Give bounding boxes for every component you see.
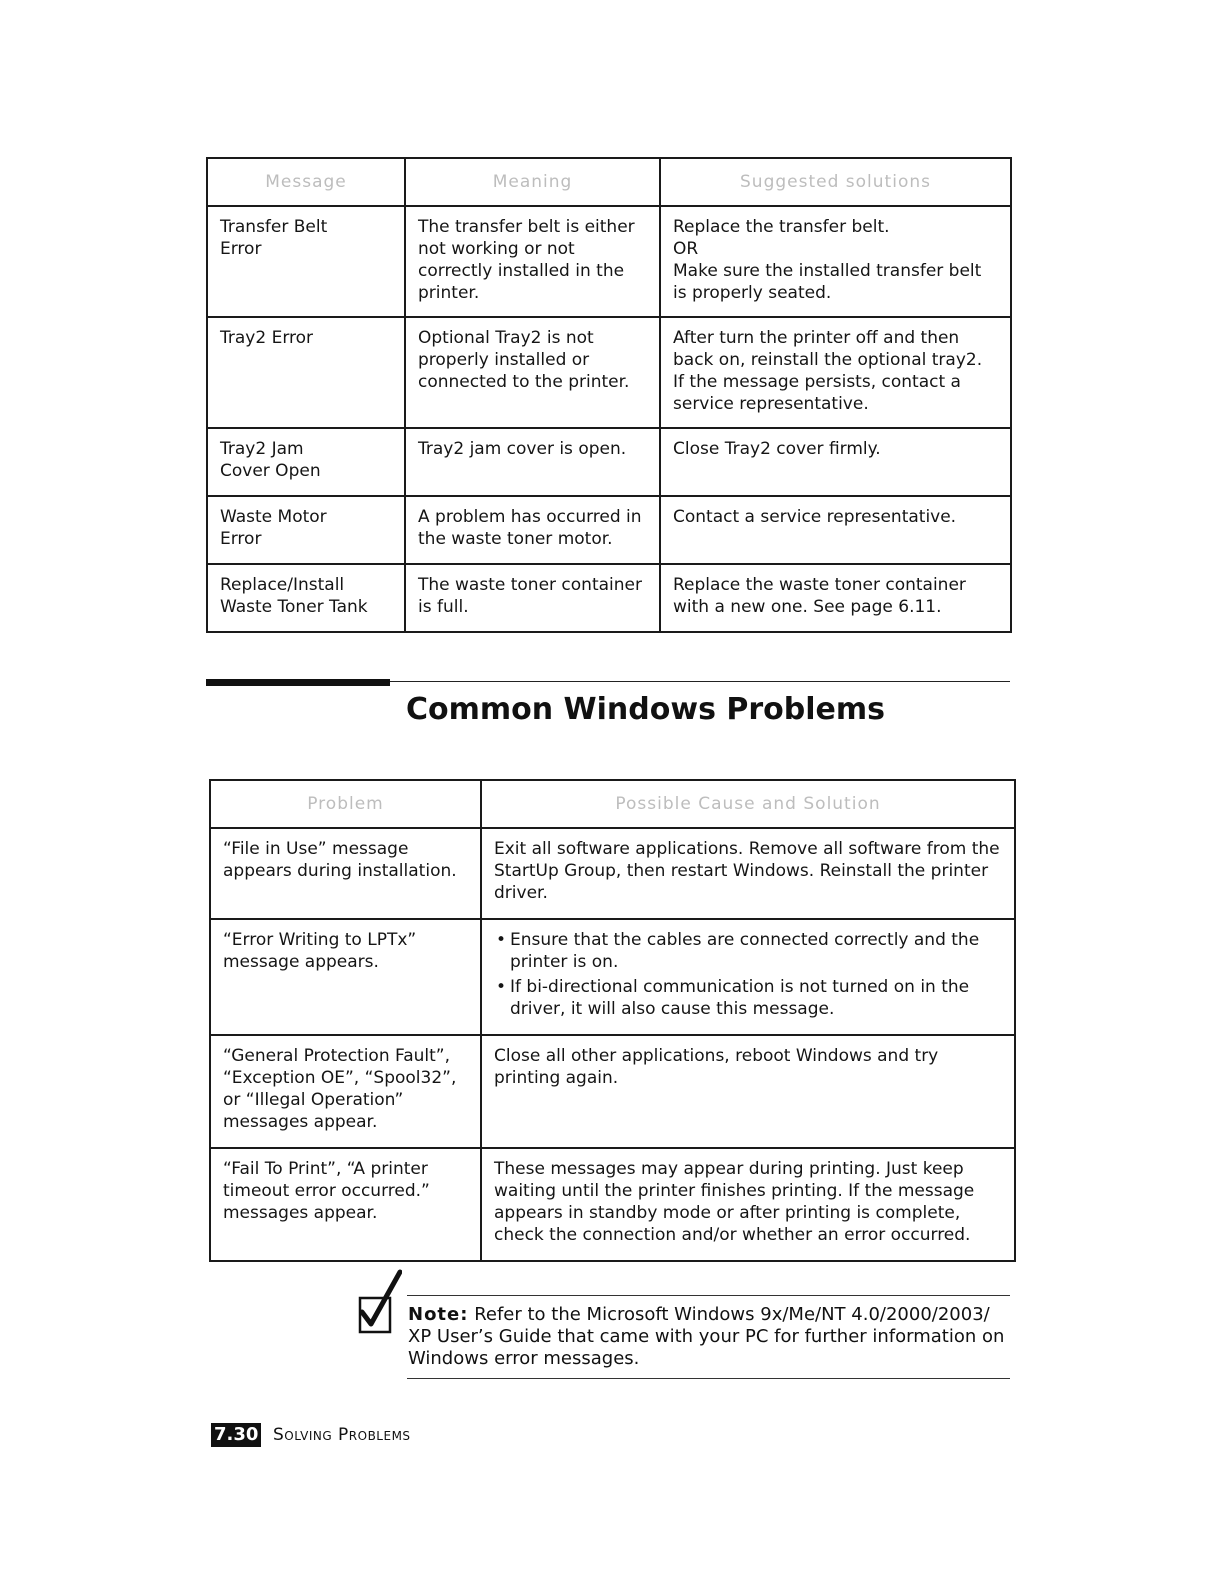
cell-line: messages appear. bbox=[223, 1203, 378, 1223]
cell-line: Transfer Belt bbox=[220, 217, 328, 237]
note-text bbox=[408, 1304, 1010, 1370]
cell-line: waiting until the printer finishes printing. If the message bbox=[494, 1181, 975, 1201]
cell-line: Contact a service representative. bbox=[673, 507, 957, 527]
cell-line: “Error Writing to LPTx” bbox=[223, 930, 417, 950]
cell-line: Waste Toner Tank bbox=[220, 597, 368, 617]
cell-line: appears during installation. bbox=[223, 861, 457, 881]
cell-line: Close all other applications, reboot Windows and try bbox=[494, 1046, 939, 1066]
table-row bbox=[207, 206, 1011, 317]
cell-line: printer is on. bbox=[510, 952, 619, 972]
cell-line: These messages may appear during printing. Just keep bbox=[494, 1159, 964, 1179]
table-header-row bbox=[207, 158, 1011, 206]
solution-cell bbox=[660, 317, 1011, 428]
windows-problems-table bbox=[209, 779, 1016, 1262]
table-row bbox=[210, 828, 1015, 919]
solution-cell bbox=[481, 1035, 1015, 1148]
list-item bbox=[510, 976, 1002, 1020]
cell-line: Tray2 jam cover is open. bbox=[418, 439, 627, 459]
cell-line: appears in standby mode or after printing is complete, bbox=[494, 1203, 961, 1223]
section-divider-accent bbox=[206, 679, 390, 686]
bullet-list bbox=[494, 929, 1002, 1020]
message-cell bbox=[207, 206, 405, 317]
page-number: 7.30 bbox=[211, 1423, 261, 1447]
cell-line: Error bbox=[220, 529, 262, 549]
cell-line: “Fail To Print”, “A printer bbox=[223, 1159, 428, 1179]
cell-line: StartUp Group, then restart Windows. Reinstall the printer bbox=[494, 861, 989, 881]
cell-line: Replace the waste toner container bbox=[673, 575, 966, 595]
header-suggested-solutions: Suggested solutions bbox=[660, 158, 1011, 206]
cell-line: Make sure the installed transfer belt bbox=[673, 261, 982, 281]
solution-cell bbox=[481, 828, 1015, 919]
cell-line: driver, it will also cause this message. bbox=[510, 999, 835, 1019]
cell-line: message appears. bbox=[223, 952, 379, 972]
cell-line: connected to the printer. bbox=[418, 372, 630, 392]
message-cell bbox=[207, 564, 405, 632]
table-row bbox=[210, 1148, 1015, 1261]
table-row bbox=[210, 1035, 1015, 1148]
meaning-cell bbox=[405, 317, 660, 428]
problem-cell bbox=[210, 919, 481, 1035]
note-line: Refer to the Microsoft Windows 9x/Me/NT 4.0/2000/2003/ bbox=[474, 1304, 990, 1325]
table-row bbox=[210, 919, 1015, 1035]
cell-line: Tray2 Error bbox=[220, 328, 314, 348]
solution-cell bbox=[660, 564, 1011, 632]
cell-line: printing again. bbox=[494, 1068, 619, 1088]
cell-line: • Ensure that the cables are connected correctly and the bbox=[510, 930, 980, 950]
cell-line: Error bbox=[220, 239, 262, 259]
header-message: Message bbox=[207, 158, 405, 206]
cell-line: • If bi-directional communication is not turned on in the bbox=[510, 977, 970, 997]
cell-line: messages appear. bbox=[223, 1112, 378, 1132]
footer-section-title: Solving Problems bbox=[273, 1425, 411, 1445]
cell-line: back on, reinstall the optional tray2. bbox=[673, 350, 983, 370]
cell-line: not working or not bbox=[418, 239, 575, 259]
header-possible-cause: Possible Cause and Solution bbox=[481, 780, 1015, 828]
cell-line: is properly seated. bbox=[673, 283, 832, 303]
note-line: Windows error messages. bbox=[408, 1348, 640, 1369]
note-rule-bottom bbox=[407, 1378, 1010, 1379]
cell-line: After turn the printer off and then bbox=[673, 328, 960, 348]
meaning-cell bbox=[405, 496, 660, 564]
meaning-cell bbox=[405, 564, 660, 632]
cell-line: Replace the transfer belt. bbox=[673, 217, 890, 237]
note-label: Note: bbox=[408, 1304, 469, 1325]
list-item bbox=[510, 929, 1002, 973]
cell-line: Exit all software applications. Remove all software from the bbox=[494, 839, 1000, 859]
cell-line: OR bbox=[673, 239, 699, 259]
solution-cell bbox=[660, 428, 1011, 496]
table-row bbox=[207, 428, 1011, 496]
note-line: XP User’s Guide that came with your PC for further information on bbox=[408, 1326, 1005, 1347]
problem-cell bbox=[210, 1035, 481, 1148]
meaning-cell bbox=[405, 206, 660, 317]
table-row bbox=[207, 564, 1011, 632]
cell-line: timeout error occurred.” bbox=[223, 1181, 430, 1201]
cell-line: the waste toner motor. bbox=[418, 529, 613, 549]
printer-messages-table bbox=[206, 157, 1012, 633]
cell-line: correctly installed in the bbox=[418, 261, 625, 281]
cell-line: properly installed or bbox=[418, 350, 590, 370]
message-cell bbox=[207, 496, 405, 564]
cell-line: “Exception OE”, “Spool32”, bbox=[223, 1068, 457, 1088]
cell-line: is full. bbox=[418, 597, 469, 617]
table-header-row bbox=[210, 780, 1015, 828]
cell-line: “File in Use” message bbox=[223, 839, 409, 859]
cell-line: printer. bbox=[418, 283, 480, 303]
checkmark-note-icon bbox=[356, 1268, 402, 1336]
message-cell bbox=[207, 428, 405, 496]
header-problem: Problem bbox=[210, 780, 481, 828]
header-meaning: Meaning bbox=[405, 158, 660, 206]
cell-line: or “Illegal Operation” bbox=[223, 1090, 404, 1110]
cell-line: “General Protection Fault”, bbox=[223, 1046, 451, 1066]
cell-line: If the message persists, contact a bbox=[673, 372, 961, 392]
problem-cell bbox=[210, 1148, 481, 1261]
solution-cell bbox=[481, 919, 1015, 1035]
cell-line: driver. bbox=[494, 883, 548, 903]
section-title: Common Windows Problems bbox=[406, 692, 886, 727]
meaning-cell bbox=[405, 428, 660, 496]
note-rule-top bbox=[407, 1295, 1010, 1296]
cell-line: Waste Motor bbox=[220, 507, 327, 527]
cell-line: with a new one. See page 6.11. bbox=[673, 597, 942, 617]
cell-line: Close Tray2 cover firmly. bbox=[673, 439, 881, 459]
message-cell bbox=[207, 317, 405, 428]
solution-cell bbox=[660, 496, 1011, 564]
cell-line: Replace/Install bbox=[220, 575, 345, 595]
problem-cell bbox=[210, 828, 481, 919]
table-row bbox=[207, 496, 1011, 564]
cell-line: The waste toner container bbox=[418, 575, 642, 595]
solution-cell bbox=[660, 206, 1011, 317]
solution-cell bbox=[481, 1148, 1015, 1261]
cell-line: check the connection and/or whether an error occurred. bbox=[494, 1225, 971, 1245]
cell-line: Optional Tray2 is not bbox=[418, 328, 594, 348]
cell-line: A problem has occurred in bbox=[418, 507, 642, 527]
cell-line: Tray2 Jam bbox=[220, 439, 304, 459]
cell-line: service representative. bbox=[673, 394, 869, 414]
table-row bbox=[207, 317, 1011, 428]
cell-line: The transfer belt is either bbox=[418, 217, 635, 237]
cell-line: Cover Open bbox=[220, 461, 321, 481]
